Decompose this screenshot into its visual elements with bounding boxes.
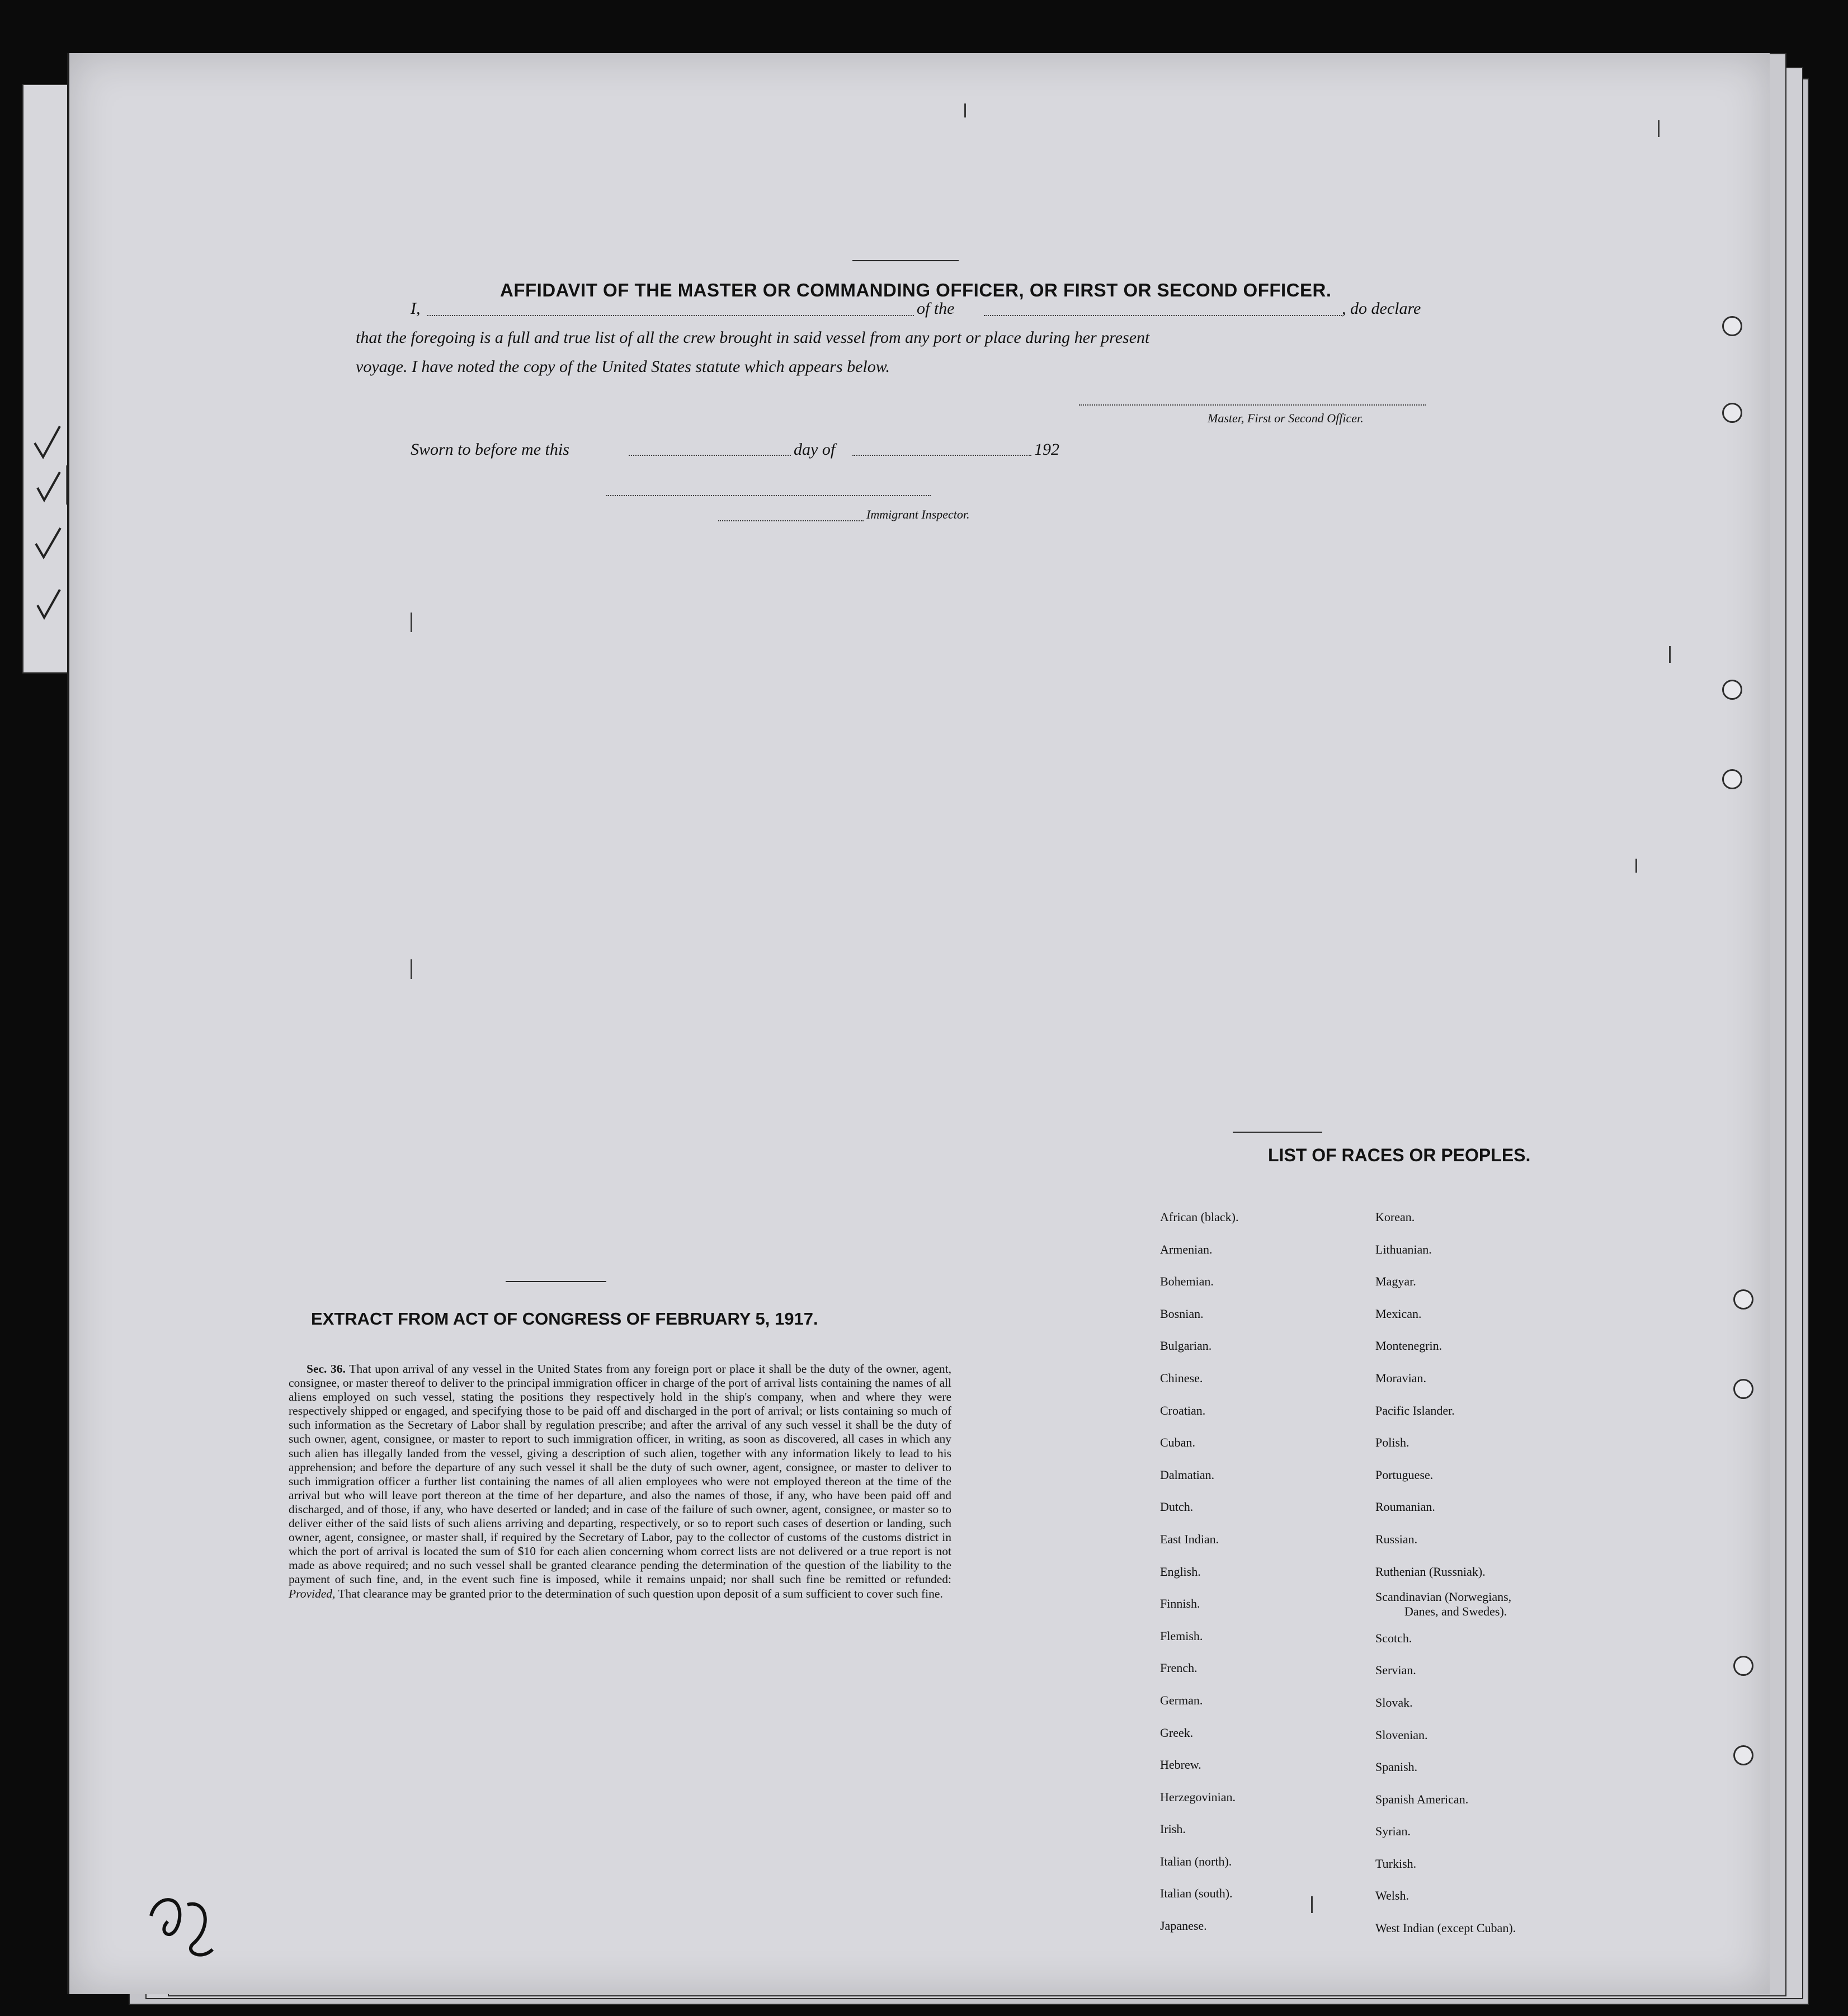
races-column-1 xyxy=(1160,1201,1238,1942)
affidavit-line3: voyage. I have noted the copy of the United States statute which appears below. xyxy=(356,357,890,376)
binder-hole-icon xyxy=(1722,403,1742,423)
race-item: Moravian. xyxy=(1375,1370,1427,1385)
binder-hole-icon xyxy=(1733,1745,1753,1765)
sworn-day-field[interactable] xyxy=(629,455,791,456)
race-item: French. xyxy=(1160,1661,1198,1675)
stray-mark xyxy=(411,613,412,632)
affidavit-declare: , do declare xyxy=(1342,299,1421,318)
race-item: Turkish. xyxy=(1375,1856,1417,1871)
manifest-page xyxy=(67,53,1770,1994)
race-item-multiline xyxy=(1375,1588,1516,1622)
race-item: Armenian. xyxy=(1160,1242,1213,1256)
section-label: Sec. 36. xyxy=(307,1362,346,1376)
extract-underline xyxy=(506,1281,606,1282)
vessel-field[interactable] xyxy=(984,315,1342,316)
race-item: Polish. xyxy=(1375,1435,1409,1450)
race-item: Italian (north). xyxy=(1160,1854,1232,1868)
master-signature-label: Master, First or Second Officer. xyxy=(1208,411,1364,425)
sworn-text: Sworn to before me this xyxy=(411,440,569,459)
extract-body xyxy=(289,1362,951,1601)
sworn-month-field[interactable] xyxy=(852,455,1031,456)
stray-mark xyxy=(1635,859,1637,873)
binder-hole-icon xyxy=(1722,316,1742,336)
race-item: Roumanian. xyxy=(1375,1500,1435,1514)
race-item: Montenegrin. xyxy=(1375,1339,1442,1353)
race-item: Spanish. xyxy=(1375,1760,1418,1774)
inspector-signature-field[interactable] xyxy=(606,495,931,496)
race-item: German. xyxy=(1160,1693,1203,1707)
extract-text-end: That clearance may be granted prior to the determination of such question upon deposit of a sum sufficient to cover such fine. xyxy=(338,1586,943,1600)
races-underline xyxy=(1233,1132,1322,1133)
race-item: Korean. xyxy=(1375,1210,1415,1224)
race-item: English. xyxy=(1160,1564,1201,1579)
stray-mark xyxy=(411,959,412,979)
year-text: 192 xyxy=(1034,440,1059,459)
race-item: Spanish American. xyxy=(1375,1792,1469,1806)
race-item: Syrian. xyxy=(1375,1824,1411,1839)
affidavit-of-the: of the xyxy=(917,299,955,318)
race-item: Croatian. xyxy=(1160,1403,1206,1417)
race-item: Ruthenian (Russniak). xyxy=(1375,1564,1486,1579)
race-item: Dalmatian. xyxy=(1160,1467,1215,1482)
race-item: Greek. xyxy=(1160,1725,1194,1740)
race-item: Dutch. xyxy=(1160,1500,1194,1514)
affidavit-i: I, xyxy=(411,299,421,318)
race-item: Bulgarian. xyxy=(1160,1339,1212,1353)
race-item: East Indian. xyxy=(1160,1532,1219,1546)
race-item: Russian. xyxy=(1375,1532,1418,1546)
race-item: Finnish. xyxy=(1160,1596,1200,1611)
race-item: Cuban. xyxy=(1160,1435,1195,1450)
race-item: Japanese. xyxy=(1160,1919,1207,1933)
binder-hole-icon xyxy=(1733,1379,1753,1399)
race-item: Slovak. xyxy=(1375,1695,1413,1709)
affidavit-title: AFFIDAVIT OF THE MASTER OR COMMANDING OFFICER, OR FIRST OR SECOND OFFICER. xyxy=(500,280,1332,300)
provided-word: Provided, xyxy=(289,1586,336,1600)
race-item: Scotch. xyxy=(1375,1631,1412,1645)
name-field[interactable] xyxy=(427,315,914,316)
title-underline xyxy=(852,260,959,261)
race-item: Mexican. xyxy=(1375,1306,1422,1321)
race-item: Portuguese. xyxy=(1375,1467,1434,1482)
race-item: Herzegovinian. xyxy=(1160,1789,1236,1804)
race-item: Chinese. xyxy=(1160,1370,1203,1385)
race-item: Magyar. xyxy=(1375,1274,1416,1289)
stray-mark xyxy=(1311,1896,1313,1913)
race-item: Flemish. xyxy=(1160,1628,1203,1643)
binder-hole-icon xyxy=(1733,1289,1753,1310)
race-item: Hebrew. xyxy=(1160,1758,1201,1772)
race-item: Bohemian. xyxy=(1160,1274,1214,1289)
race-item: African (black). xyxy=(1160,1210,1239,1224)
race-item: Irish. xyxy=(1160,1822,1186,1836)
race-item: Welsh. xyxy=(1375,1888,1409,1903)
races-title: LIST OF RACES OR PEOPLES. xyxy=(1268,1145,1531,1165)
master-signature-field[interactable] xyxy=(1079,404,1426,406)
race-item: Scandinavian (Norwegians, xyxy=(1375,1590,1512,1604)
race-item: Servian. xyxy=(1375,1663,1416,1678)
day-of-text: day of xyxy=(794,440,836,459)
stray-mark xyxy=(1658,120,1660,137)
race-item: Lithuanian. xyxy=(1375,1242,1432,1256)
race-item: Italian (south). xyxy=(1160,1886,1233,1901)
race-item: Slovenian. xyxy=(1375,1727,1428,1742)
handwritten-mark-icon xyxy=(140,1882,224,1966)
inspector-label: Immigrant Inspector. xyxy=(866,507,970,521)
extract-title: EXTRACT FROM ACT OF CONGRESS OF FEBRUARY 5, 1917. xyxy=(311,1309,818,1329)
race-item: Pacific Islander. xyxy=(1375,1403,1455,1417)
affidavit-line2: that the foregoing is a full and true list of all the crew brought in said vessel from any port or place during her present xyxy=(356,328,1150,347)
race-item: West Indian (except Cuban). xyxy=(1375,1921,1516,1935)
inspector-dots xyxy=(718,520,864,521)
extract-text: That upon arrival of any vessel in the United States from any foreign port or place it shall be the duty of the owner, agent, consignee, or master thereof to deliver to the principal immigration officer in charge of the port of arrival lists containing the names of all aliens employed on such vessel, stating the positions they respectively hold in the ship's company, when and where they were respectively shipped or engaged, and specifying those to be paid off and discharged in the port of arrival; or lists containing so much of such information as the Secretary of Labor shall by regulation prescribe; and after the arrival of any such vessel it shall be the duty of such owner, agent, consignee, or master to report to such immigration officer, in writing, as soon as discovered, all cases in which any such alien has illegally landed from the vessel, giving a description of such alien, together with any information likely to lead to his apprehension; and before the departure of any such vessel it shall be the duty of such owner, agent, consignee, or master to deliver to such immigration officer a further list containing the names of all alien employees who were not employed thereon at the time of the arrival but who will leave port thereon at the time of her departure, and also the names of those, if any, who have been paid off and discharged, and of those, if any, who have deserted or landed; and in case of the failure of such owner, agent, consignee, or master so to deliver either of the said lists of such aliens arriving and departing, respectively, or so to report such cases of desertion or landing, such owner, agent, consignee, or master shall, if required by the Secretary of Labor, pay to the collector of customs of the customs district in which the port of arrival is located the sum of $10 for each alien concerning whom correct lists are not delivered or a true report is not made as above required; and no such vessel shall be granted clearance pending the determination of the question of the liability to the payment of such fine, and, in the event such fine is imposed, while it remains unpaid; nor shall such fine be remitted or refunded: xyxy=(289,1362,951,1586)
race-item: Danes, and Swedes). xyxy=(1404,1604,1507,1619)
races-column-2 xyxy=(1375,1201,1516,1944)
race-item: Bosnian. xyxy=(1160,1306,1204,1321)
stray-mark xyxy=(964,103,966,117)
stray-mark xyxy=(1669,646,1671,663)
binder-hole-icon xyxy=(1722,769,1742,789)
binder-hole-icon xyxy=(1722,680,1742,700)
binder-hole-icon xyxy=(1733,1656,1753,1676)
